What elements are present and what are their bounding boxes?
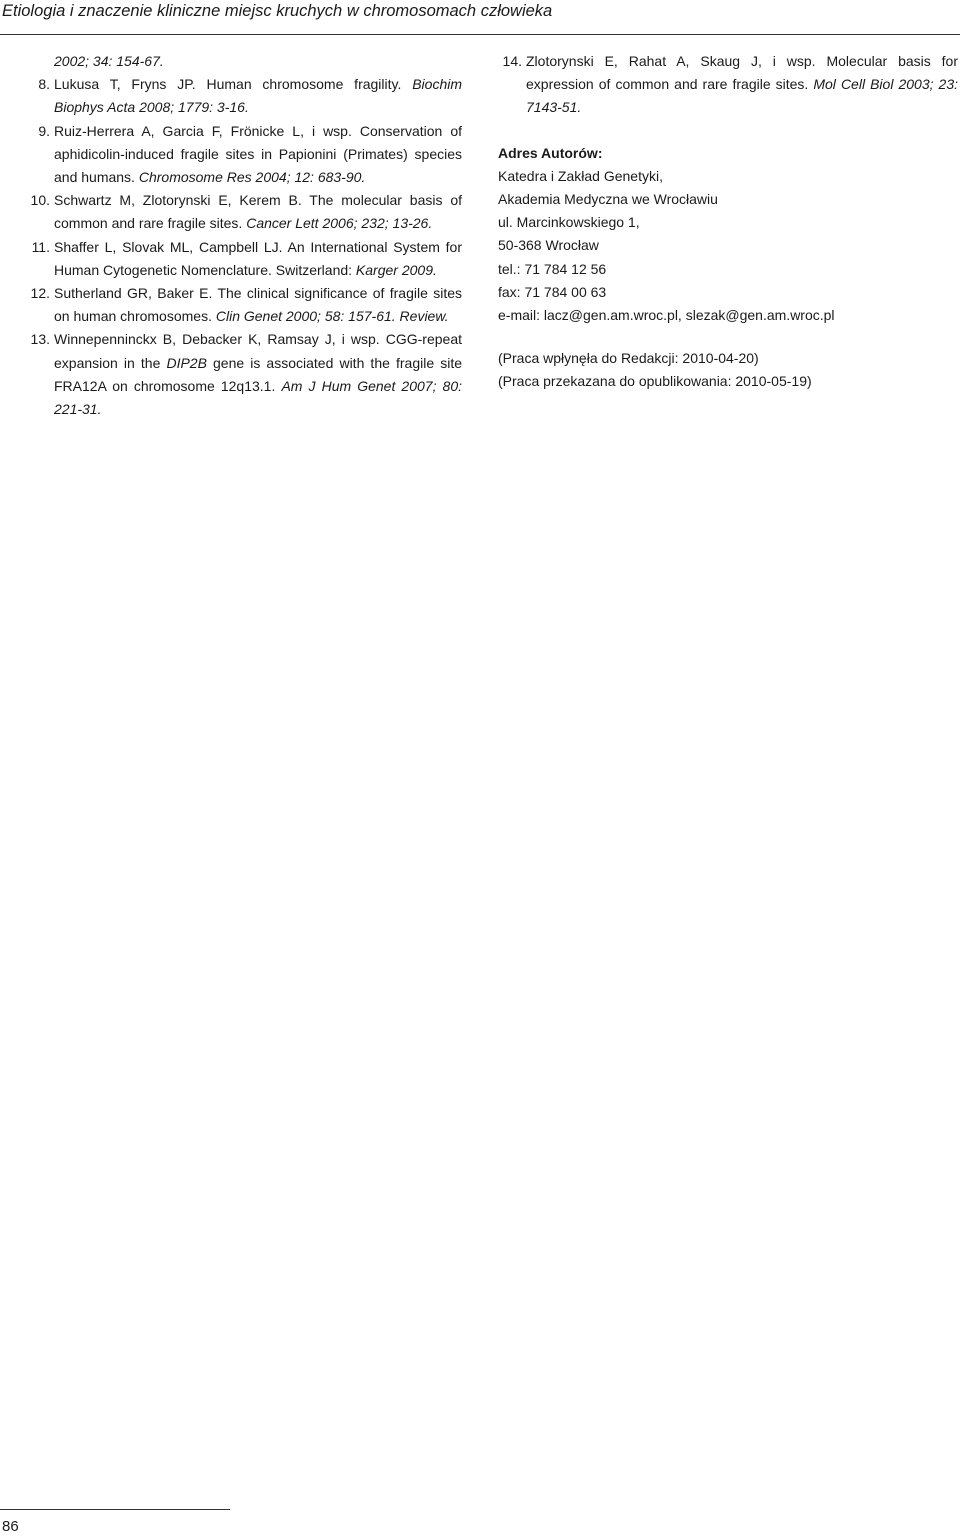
reference-text: Shaffer L, Slovak ML, Campbell LJ. An International System for Human Cytogenetic Nomenclature. Switzerland:: [54, 238, 462, 278]
reference-text: Sutherland GR, Baker E. The clinical significance of fragile sites on human chromosomes.: [54, 285, 462, 325]
accepted-date: (Praca przekazana do opublikowania: 2010-05-19): [498, 373, 812, 390]
address-department: Katedra i Zakład Genetyki,: [498, 167, 663, 184]
address-city: 50-368 Wrocław: [498, 237, 599, 254]
reference-source: Karger 2009.: [355, 261, 437, 278]
address-phone: tel.: 71 784 12 56: [498, 260, 607, 277]
page-number: 86: [2, 1518, 19, 1535]
reference-source: Cancer Lett 2006; 232; 13-26.: [246, 215, 433, 232]
reference-13: [26, 328, 462, 421]
reference-8: [26, 73, 462, 119]
reference-text: Ruiz-Herrera A, Garcia F, Frönicke L, i wsp. Conservation of aphidicolin-induced fragile sites in Papionini (Primates) species and humans.: [54, 122, 462, 186]
reference-number: 11.: [31, 238, 50, 255]
reference-number: 12.: [30, 285, 50, 302]
reference-source: Clin Genet 2000; 58: 157-61. Review.: [215, 308, 449, 325]
reference-14: [498, 50, 958, 120]
reference-number: 13.: [30, 331, 50, 348]
reference-source: Biochim Biophys Acta 2008; 1779: 3-16.: [54, 76, 462, 116]
reference-number: 14.: [502, 53, 522, 69]
reference-number: 9.: [38, 122, 50, 139]
address-email: e-mail: lacz@gen.am.wroc.pl, slezak@gen.am.wroc.pl: [498, 307, 835, 324]
gene-name: DIP2B: [166, 354, 207, 371]
header-rule: [0, 34, 960, 35]
reference-12: [26, 282, 462, 328]
reference-text: Winnepenninckx B, Debacker K, Ramsay J, i wsp. CGG-repeat expansion in the: [54, 331, 462, 371]
reference-continued: [26, 50, 462, 73]
reference-source: Chromosome Res 2004; 12: 683-90.: [138, 169, 366, 186]
reference-number: 8.: [38, 76, 50, 93]
address-institution: Akademia Medyczna we Wrocławiu: [498, 191, 718, 208]
footer-rule: [0, 1509, 230, 1510]
submission-history: [498, 347, 958, 393]
reference-text: Lukusa T, Fryns JP. Human chromosome fragility.: [54, 76, 413, 93]
address-fax: fax: 71 784 00 63: [498, 283, 607, 300]
address-street: ul. Marcinkowskiego 1,: [498, 214, 640, 231]
reference-number: 10.: [30, 192, 50, 209]
address-title: Adres Autorów:: [498, 144, 603, 161]
received-date: (Praca wpłynęła do Redakcji: 2010-04-20): [498, 350, 759, 367]
reference-text: Zlotorynski E, Rahat A, Skaug J, i wsp. Molecular basis for expression of common and rare fragile sites.: [526, 53, 958, 93]
running-head: Etiologia i znaczenie kliniczne miejsc kruchych w chromosomach człowieka: [2, 2, 553, 20]
reference-10: [26, 189, 462, 235]
reference-text: Schwartz M, Zlotorynski E, Kerem B. The molecular basis of common and rare fragile sites.: [54, 192, 462, 232]
left-column: [26, 50, 462, 421]
reference-source: Mol Cell Biol 2003; 23: 7143-51.: [526, 76, 959, 116]
reference-11: [26, 236, 462, 282]
reference-continued-text: 2002; 34: 154-67.: [54, 53, 164, 69]
right-column: [498, 50, 958, 394]
reference-text-continued: gene is associated with the fragile site FRA12A on chromosome 12q13.1.: [54, 354, 462, 394]
reference-9: [26, 120, 462, 190]
reference-source: Am J Hum Genet 2007; 80: 221-31.: [54, 377, 463, 418]
